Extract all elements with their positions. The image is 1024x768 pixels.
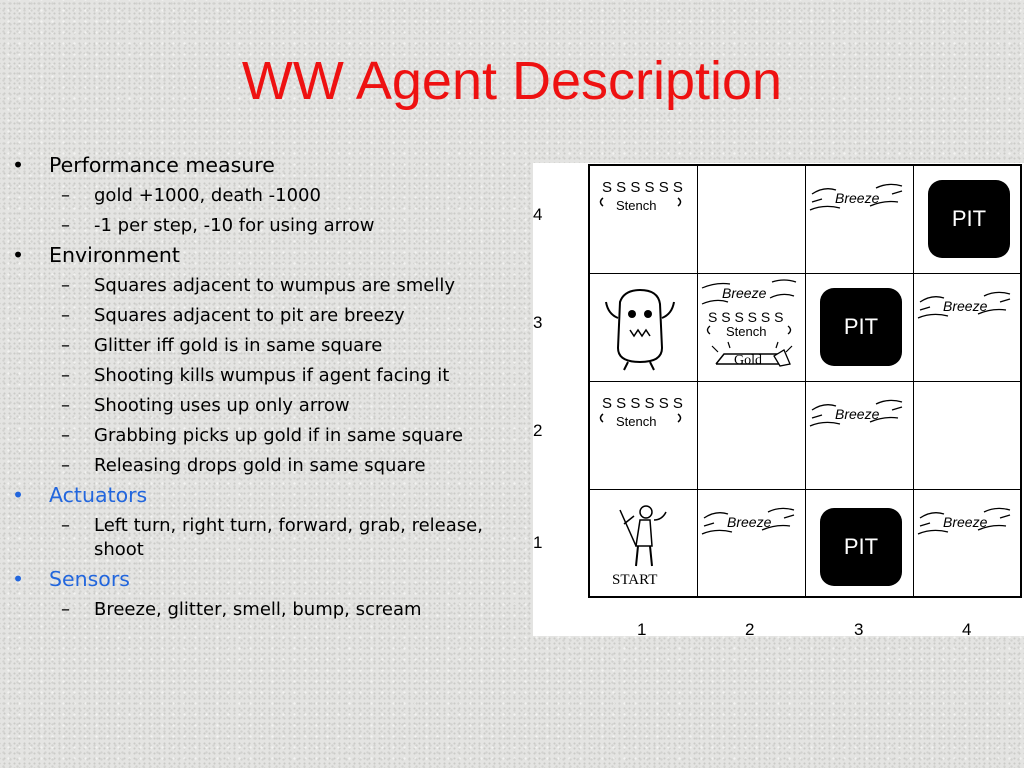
dash-icon: – <box>61 515 70 536</box>
sub-item <box>12 334 524 358</box>
dash-icon: – <box>61 365 70 386</box>
breeze-icon <box>806 166 914 274</box>
sub-item <box>12 304 524 328</box>
sub-item <box>12 424 524 448</box>
breeze-icon <box>914 490 1022 598</box>
svg-text:Breeze: Breeze <box>943 298 988 314</box>
dash-icon: – <box>61 215 70 236</box>
section-performance-measure <box>12 152 524 178</box>
sub-item <box>12 454 524 478</box>
sub-item <box>12 598 524 622</box>
bullet-icon: • <box>12 243 25 267</box>
row-label-2: 2 <box>533 421 543 440</box>
sub-item-text: Breeze, glitter, smell, bump, scream <box>94 599 422 620</box>
section-heading: Actuators <box>49 483 148 507</box>
section-heading: Sensors <box>49 567 130 591</box>
sub-item <box>12 394 524 418</box>
cell-1-4 <box>590 166 698 274</box>
pit-icon: PIT <box>820 288 902 366</box>
dash-icon: – <box>61 275 70 296</box>
dash-icon: – <box>61 455 70 476</box>
svg-text:Stench: Stench <box>726 324 767 339</box>
bullet-icon: • <box>12 483 25 507</box>
sub-item-text: gold +1000, death -1000 <box>94 185 321 206</box>
sub-item-text: Left turn, right turn, forward, grab, release, shoot <box>94 515 483 560</box>
section-heading: Performance measure <box>49 153 275 177</box>
sub-item-text: Squares adjacent to pit are breezy <box>94 305 405 326</box>
breeze-icon <box>698 490 806 598</box>
pit-icon: PIT <box>820 508 902 586</box>
bullet-list <box>12 148 524 622</box>
wumpus-grid <box>588 164 1022 598</box>
sub-item-text: Shooting uses up only arrow <box>94 395 350 416</box>
section-heading: Environment <box>49 243 180 267</box>
sub-item-text: Shooting kills wumpus if agent facing it <box>94 365 450 386</box>
breeze-icon <box>806 382 914 490</box>
dash-icon: – <box>61 305 70 326</box>
breeze-stench-gold-icon <box>698 274 806 382</box>
section-actuators <box>12 482 524 508</box>
sub-item <box>12 214 524 238</box>
breeze-icon <box>914 274 1022 382</box>
dash-icon: – <box>61 599 70 620</box>
section-sensors <box>12 566 524 592</box>
cell-3-4 <box>806 166 914 274</box>
sub-item <box>12 514 524 562</box>
dash-icon: – <box>61 335 70 356</box>
slide-title: WW Agent Description <box>241 51 783 111</box>
bullet-icon: • <box>12 153 25 177</box>
svg-text:Breeze: Breeze <box>835 190 880 206</box>
svg-text:S S S S S S: S S S S S S <box>602 179 683 196</box>
svg-text:Stench: Stench <box>616 414 657 429</box>
col-label-3: 3 <box>854 620 864 639</box>
sub-item <box>12 274 524 298</box>
wumpus-world-figure <box>533 163 1024 639</box>
svg-text:Stench: Stench <box>616 198 657 213</box>
col-label-2: 2 <box>745 620 755 639</box>
row-label-1: 1 <box>533 533 543 552</box>
svg-text:Breeze: Breeze <box>722 285 767 301</box>
col-label-4: 4 <box>962 620 972 639</box>
stench-icon <box>590 382 698 490</box>
sub-item-text: -1 per step, -10 for using arrow <box>94 215 375 236</box>
sub-item <box>12 364 524 388</box>
cell-1-1 <box>590 490 698 598</box>
cell-1-3 <box>590 274 698 382</box>
stench-icon <box>590 166 698 274</box>
svg-text:S S S S S S: S S S S S S <box>708 309 784 325</box>
cell-3-2 <box>806 382 914 490</box>
sub-item <box>12 184 524 208</box>
sub-item-text: Squares adjacent to wumpus are smelly <box>94 275 455 296</box>
pit-icon: PIT <box>928 180 1010 258</box>
dash-icon: – <box>61 425 70 446</box>
svg-text:S S S S S S: S S S S S S <box>602 395 683 412</box>
sub-item-text: Releasing drops gold in same square <box>94 455 426 476</box>
row-label-3: 3 <box>533 313 543 332</box>
sub-item-text: Grabbing picks up gold if in same square <box>94 425 464 446</box>
svg-text:Breeze: Breeze <box>835 406 880 422</box>
start-label: START <box>612 572 658 588</box>
row-label-4: 4 <box>533 205 543 224</box>
cell-1-2 <box>590 382 698 490</box>
sub-item-text: Glitter iff gold is in same square <box>94 335 383 356</box>
cell-4-1 <box>914 490 1022 598</box>
wumpus-icon <box>590 274 698 382</box>
dash-icon: – <box>61 395 70 416</box>
svg-text:Breeze: Breeze <box>727 514 772 530</box>
svg-text:Gold: Gold <box>734 353 762 368</box>
cell-2-1 <box>698 490 806 598</box>
svg-text:Breeze: Breeze <box>943 514 988 530</box>
bullet-icon: • <box>12 567 25 591</box>
section-environment <box>12 242 524 268</box>
cell-4-3 <box>914 274 1022 382</box>
col-label-1: 1 <box>637 620 647 639</box>
cell-2-3 <box>698 274 806 382</box>
dash-icon: – <box>61 185 70 206</box>
